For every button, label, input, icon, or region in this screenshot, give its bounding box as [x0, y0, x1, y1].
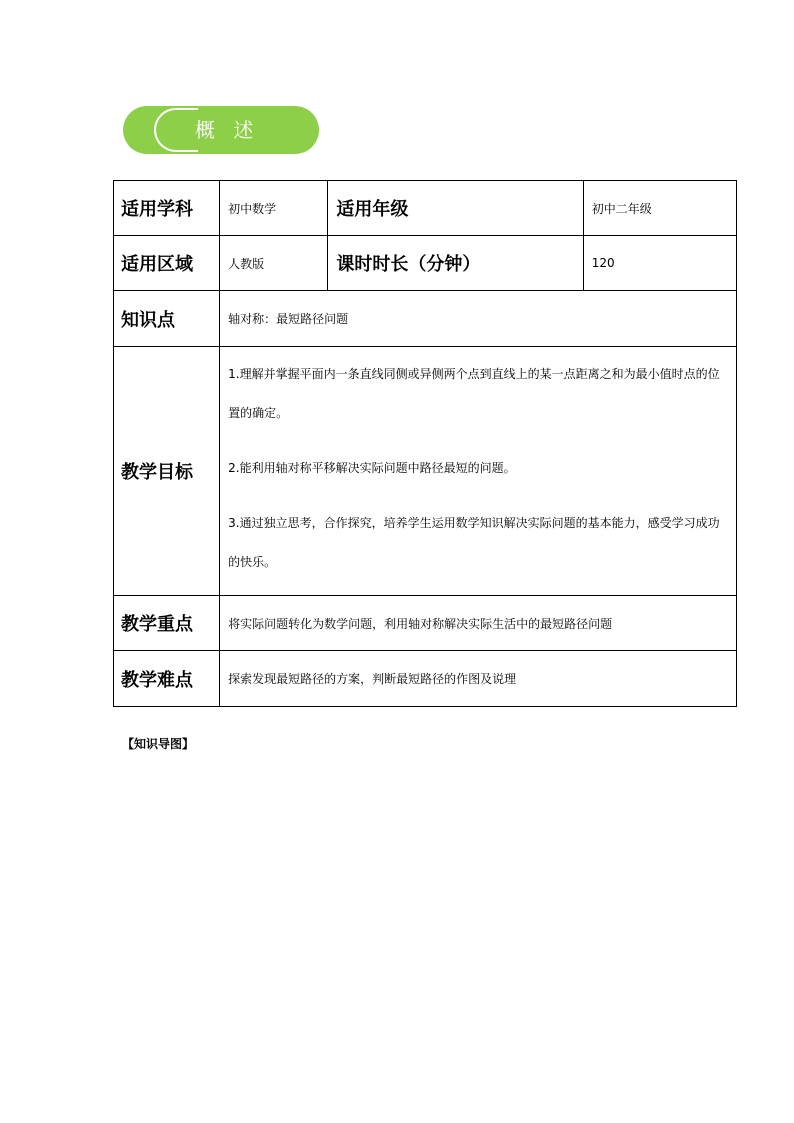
difficulty-value: 探索发现最短路径的方案，判断最短路径的作图及说理 — [220, 651, 737, 707]
section-header-pill — [123, 106, 319, 154]
table-row — [114, 651, 737, 707]
mindmap-heading: 【知识导图】 — [122, 737, 195, 751]
duration-label: 课时时长（分钟） — [328, 236, 583, 291]
goals-list — [220, 347, 737, 596]
table-row — [114, 596, 737, 651]
grade-value: 初中二年级 — [583, 181, 736, 236]
region-label: 适用区域 — [114, 236, 220, 291]
table-row — [114, 181, 737, 236]
key-point-value: 将实际问题转化为数学问题，利用轴对称解决实际生活中的最短路径问题 — [220, 596, 737, 651]
table-row — [114, 347, 737, 596]
knowledge-label: 知识点 — [114, 291, 220, 347]
course-info-table — [113, 180, 737, 707]
table-row — [114, 236, 737, 291]
difficulty-label: 教学难点 — [114, 651, 220, 707]
knowledge-value: 轴对称：最短路径问题 — [220, 291, 737, 347]
goal-item: 1.理解并掌握平面内一条直线同侧或异侧两个点到直线上的某一点距离之和为最小值时点的位置的确定。 — [228, 367, 720, 420]
duration-value: 120 — [583, 236, 736, 291]
subject-value: 初中数学 — [220, 181, 328, 236]
key-point-label: 教学重点 — [114, 596, 220, 651]
section-title: 概 述 — [195, 118, 260, 142]
header-decoration — [154, 108, 198, 152]
region-value: 人教版 — [220, 236, 328, 291]
table-row — [114, 291, 737, 347]
goal-item: 3.通过独立思考，合作探究，培养学生运用数学知识解决实际问题的基本能力，感受学习成功的快乐。 — [228, 516, 720, 569]
subject-label: 适用学科 — [114, 181, 220, 236]
goals-label: 教学目标 — [114, 347, 220, 596]
grade-label: 适用年级 — [328, 181, 583, 236]
goal-item: 2.能利用轴对称平移解决实际问题中路径最短的问题。 — [228, 461, 516, 475]
